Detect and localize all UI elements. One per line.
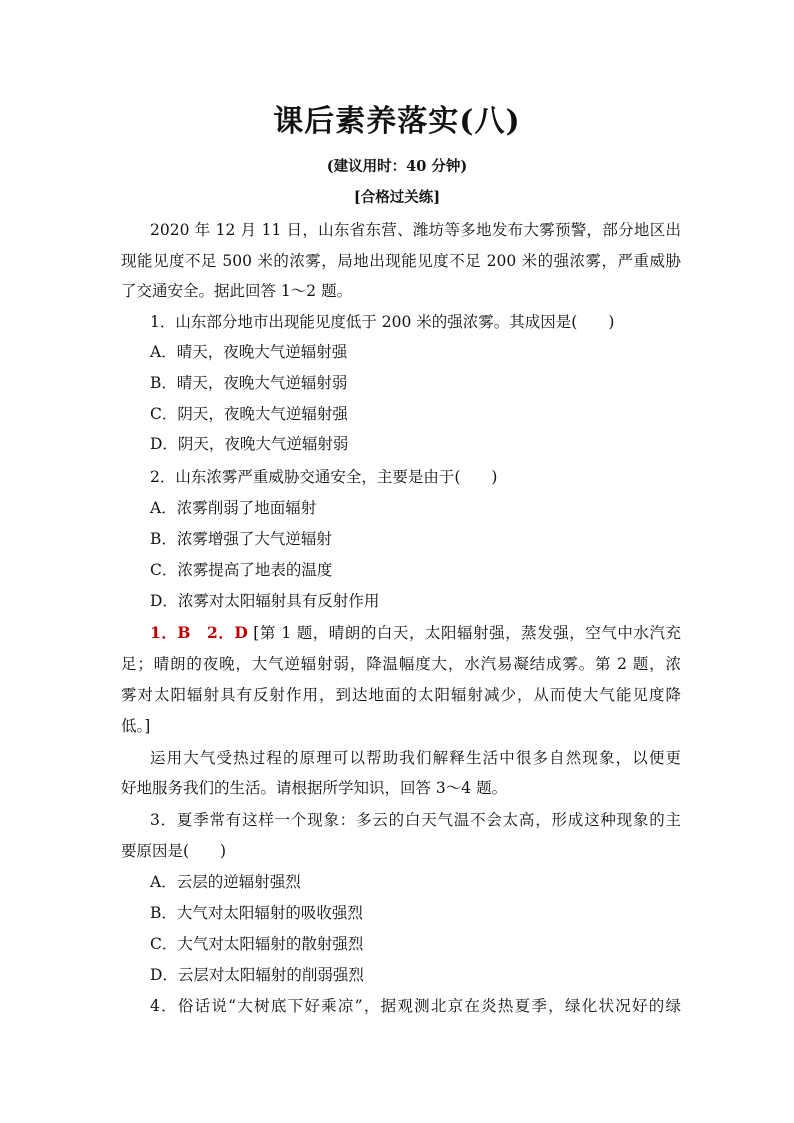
intro2-line-1: 运用大气受热过程的原理可以帮助我们解释生活中很多自然现象，以便更 xyxy=(150,749,681,767)
q4-stem-line-1: 4．俗话说“大树底下好乘凉”，据观测北京在炎热夏季，绿化状况好的绿 xyxy=(150,997,681,1015)
intro1-line-3: 了交通安全。据此回答 1～2 题。 xyxy=(121,282,353,300)
q3-option-c: C．大气对太阳辐射的散射强烈 xyxy=(150,935,364,953)
answer12-line-2: 足；晴朗的夜晚，大气逆辐射弱，降温幅度大，水汽易凝结成雾。第 2 题，浓 xyxy=(121,655,681,673)
q2-option-b: B．浓雾增强了大气逆辐射 xyxy=(150,530,332,548)
answer12-line-1 xyxy=(150,623,681,643)
q3-option-b: B．大气对太阳辐射的吸收强烈 xyxy=(150,904,363,922)
intro2-line-2: 好地服务我们的生活。请根据所学知识，回答 3～4 题。 xyxy=(121,779,508,797)
answer12-explanation-start: [第 1 题，晴朗的白天，太阳辐射强，蒸发强，空气中水汽充 xyxy=(253,624,681,642)
q1-stem: 1．山东部分地市出现能见度低于 200 米的强浓雾。其成因是( ) xyxy=(150,313,615,331)
answer12-line-3: 雾对太阳辐射具有反射作用，到达地面的太阳辐射减少，从而使大气能见度降 xyxy=(121,686,681,704)
q2-option-a: A．浓雾削弱了地面辐射 xyxy=(150,499,317,517)
section-heading: [合格过关练] xyxy=(353,189,441,206)
q2-option-c: C．浓雾提高了地表的温度 xyxy=(150,561,333,579)
q3-option-d: D．云层对太阳辐射的削弱强烈 xyxy=(150,966,364,984)
q2-stem: 2．山东浓雾严重威胁交通安全，主要是由于( ) xyxy=(150,468,498,486)
q3-stem-line-1: 3．夏季常有这样一个现象：多云的白天气温不会太高，形成这种现象的主 xyxy=(150,811,681,829)
q1-option-d: D．阴天，夜晚大气逆辐射弱 xyxy=(150,435,349,453)
q2-option-d: D．浓雾对太阳辐射具有反射作用 xyxy=(150,592,380,610)
q1-option-b: B．晴天，夜晚大气逆辐射弱 xyxy=(150,374,348,392)
intro1-line-2: 现能见度不足 500 米的浓雾，局地出现能见度不足 200 米的强浓雾，严重威胁 xyxy=(121,252,681,270)
q3-stem-line-2: 要原因是( ) xyxy=(121,842,227,860)
q1-option-c: C．阴天，夜晚大气逆辐射强 xyxy=(150,405,348,423)
intro1-line-1: 2020 年 12 月 11 日，山东省东营、潍坊等多地发布大雾预警，部分地区出 xyxy=(150,221,681,239)
answer12-line-4: 低。] xyxy=(121,717,151,735)
page-title: 课后素养落实(八) xyxy=(273,104,521,139)
time-note: (建议用时：40 分钟) xyxy=(326,158,468,175)
q1-option-a: A．晴天，夜晚大气逆辐射强 xyxy=(150,343,348,361)
q3-option-a: A．云层的逆辐射强烈 xyxy=(150,873,301,891)
answer-key: 1．B 2．D xyxy=(150,623,248,642)
